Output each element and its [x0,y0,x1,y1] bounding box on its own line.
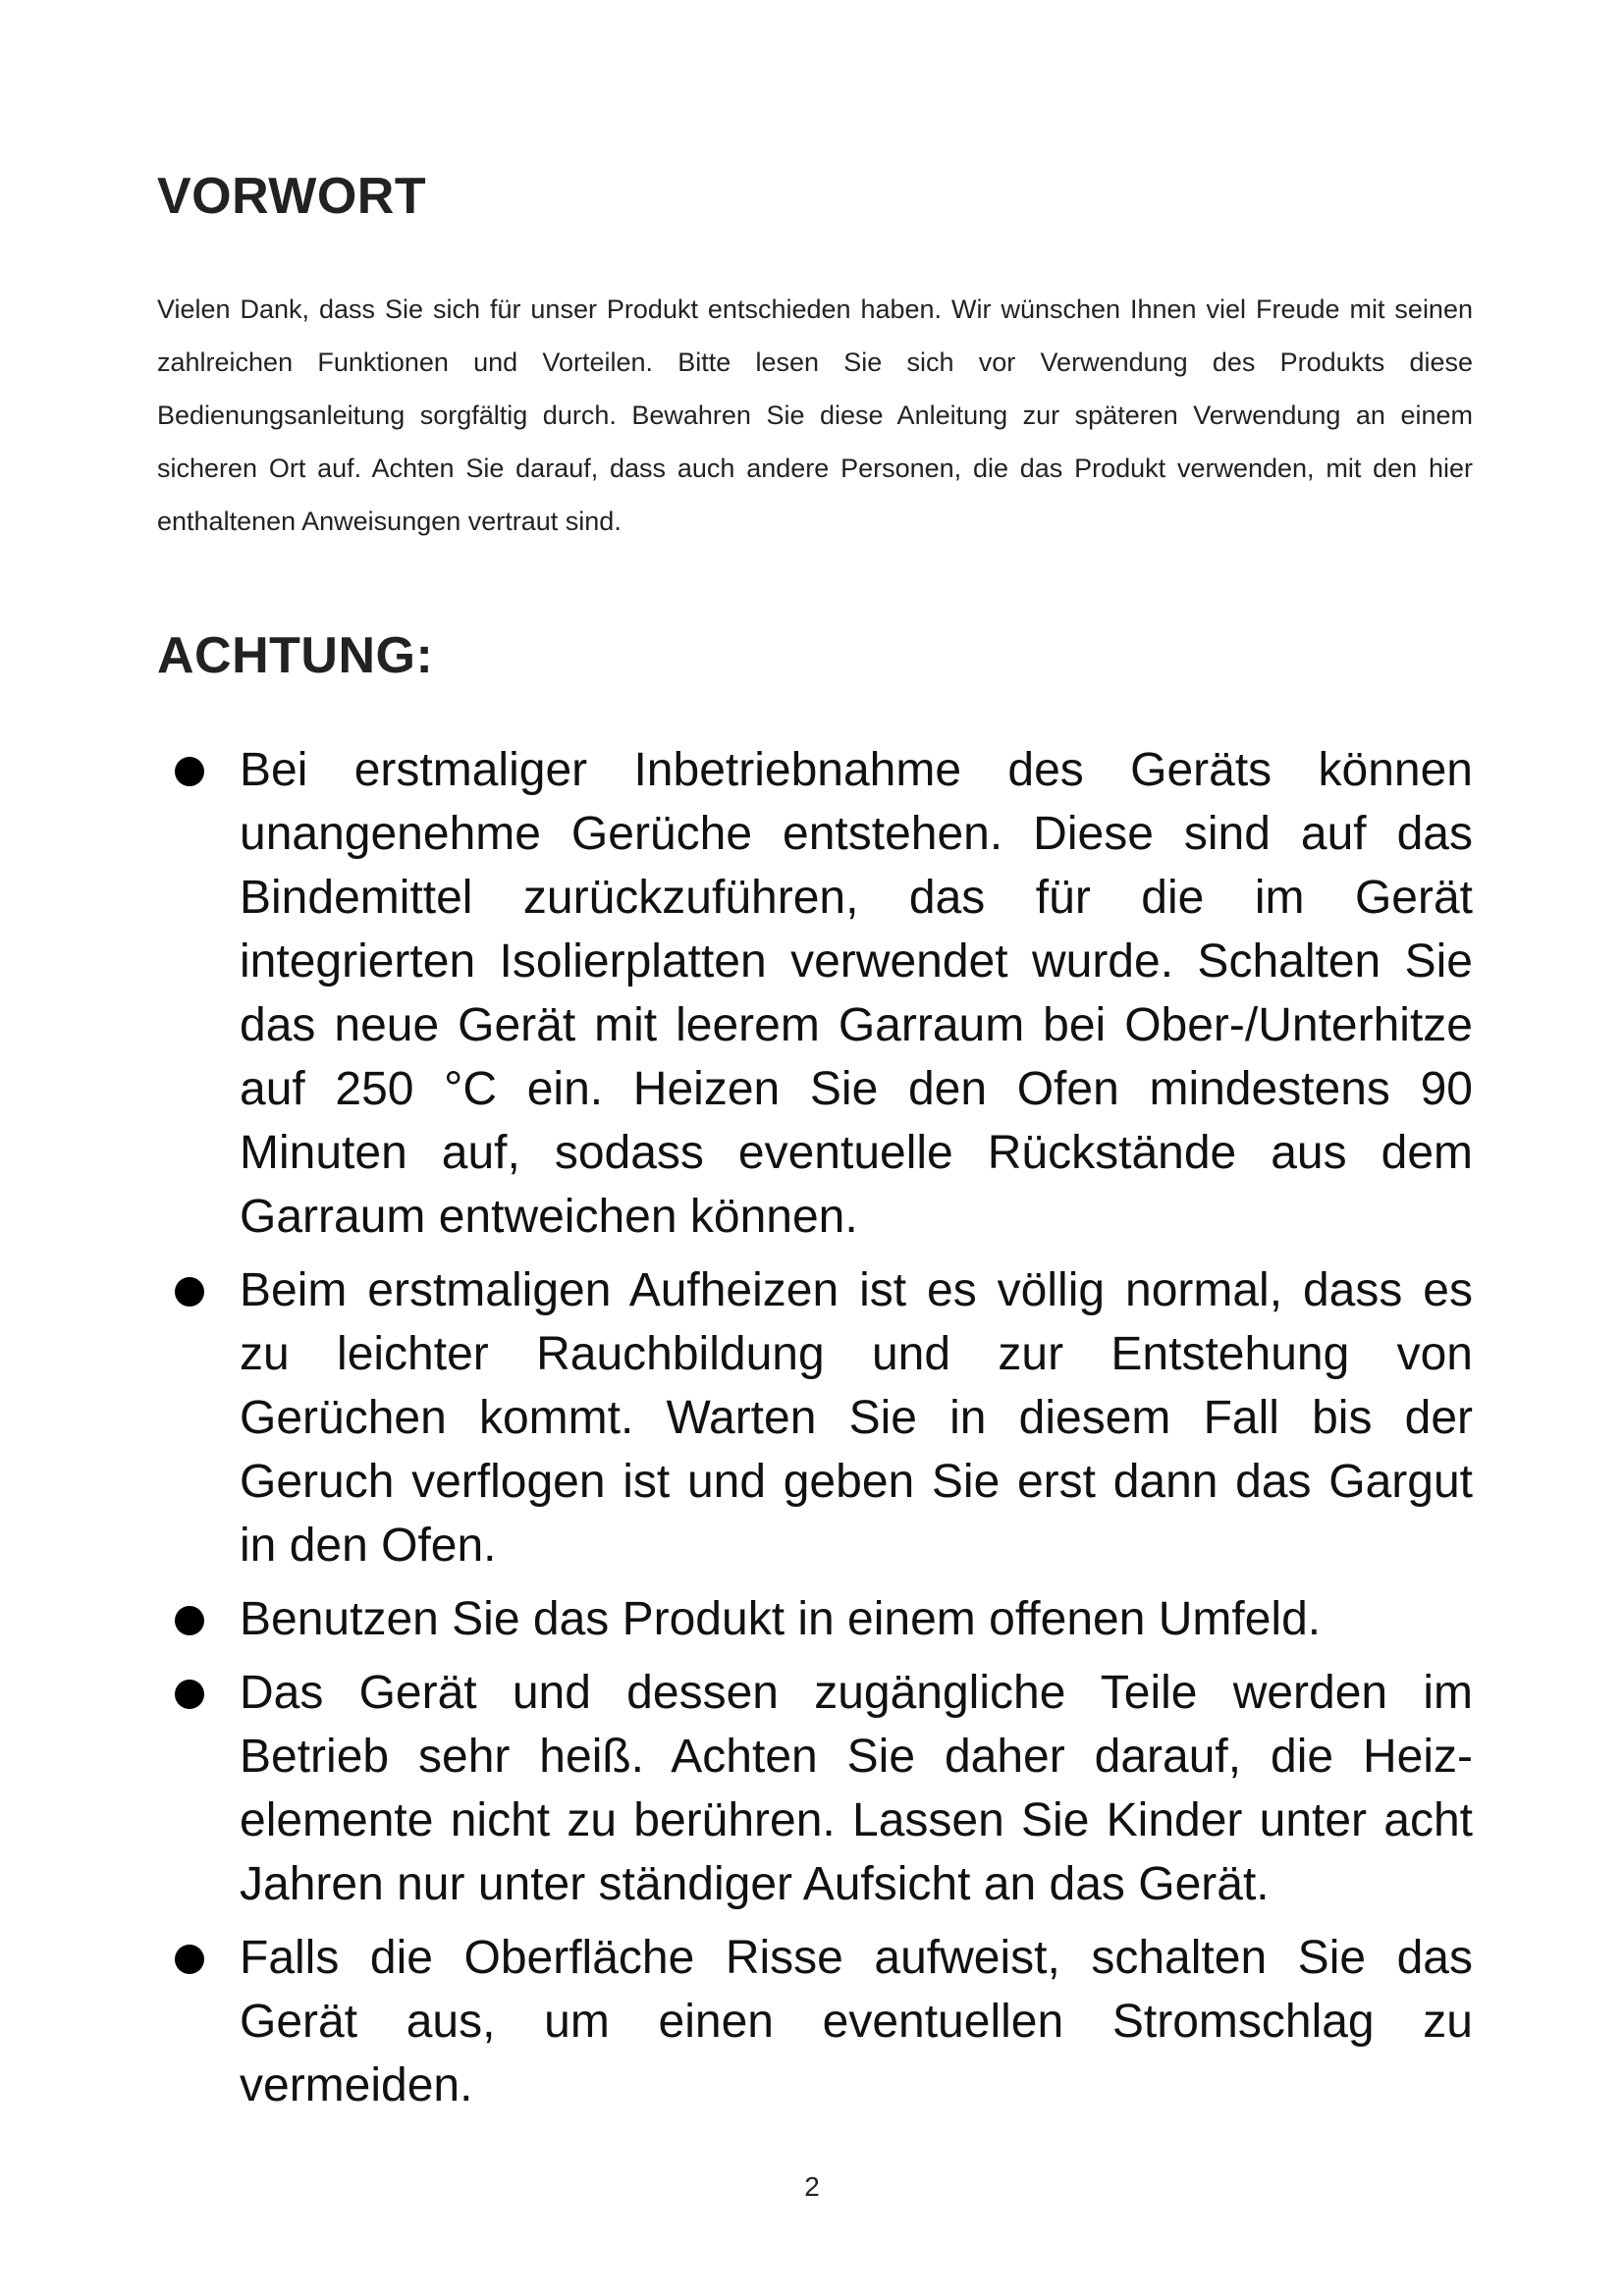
warning-text: Falls die Oberfläche Risse aufweist, schalten Sie das Gerät aus, um einen eventuellen Stromschlag zu vermeiden. [240,1932,1473,2111]
section-heading-vorwort: VORWORT [157,168,427,225]
page-number: 2 [804,2171,820,2202]
bullet-icon [175,1680,204,1709]
bullet-icon [175,1606,204,1635]
bullet-icon [175,1945,204,1974]
warning-item [157,1587,1473,1651]
vorwort-paragraph: Vielen Dank, dass Sie sich für unser Produkt entschieden haben. Wir wünschen Ihnen viel Freude mit seinen zahlreichen Funktionen und Vorteilen. Bitte lesen Sie sich vor Verwendung des Produkts diese Bedienungsanleitung sorgfältig durch. Bewahren Sie diese Anleitung zur späteren Verwendung an einem sicheren Ort auf. Achten Sie darauf, dass auch andere Personen, die das Produkt verwenden, mit den hier enthaltenen Anweisungen vertraut sind. [157,294,1473,536]
warning-text: Benutzen Sie das Produkt in einem offenen Umfeld. [240,1593,1322,1645]
warning-item [157,1258,1473,1577]
bullet-icon [175,757,204,786]
warning-text: Das Gerät und dessen zugängliche Teile werden im Betrieb sehr heiß. Achten Sie daher darauf, die Heiz-elemente nicht zu berühren. Lassen Sie Kinder unter acht Jahren nur unter ständiger Aufsicht an das Gerät. [240,1667,1473,1910]
warning-item [157,1926,1473,2117]
warning-item [157,738,1473,1249]
warning-text: Beim erstmaligen Aufheizen ist es völlig normal, dass es zu leichter Rauchbildung und zur Entstehung von Gerüchen kommt. Warten Sie in diesem Fall bis der Geruch verflogen ist und geben Sie erst dann das Gargut in den Ofen. [240,1264,1473,1572]
bullet-icon [175,1277,204,1307]
warning-text: Bei erstmaliger Inbetriebnahme des Geräts können unangenehme Gerüche entstehen. Diese sind auf das Bindemittel zurückzuführen, das für die im Gerät integrierten Isolierplatten verwendet wurde. Schalten Sie das neue Gerät mit leerem Garraum bei Ober-/Unterhitze auf 250 °C ein. Heizen Sie den Ofen mindestens 90 Minuten auf, sodass eventuelle Rückstände aus dem Garraum entweichen können. [240,744,1473,1243]
section-heading-achtung: ACHTUNG: [157,627,434,684]
warning-list [157,738,1473,2127]
warning-item [157,1661,1473,1916]
